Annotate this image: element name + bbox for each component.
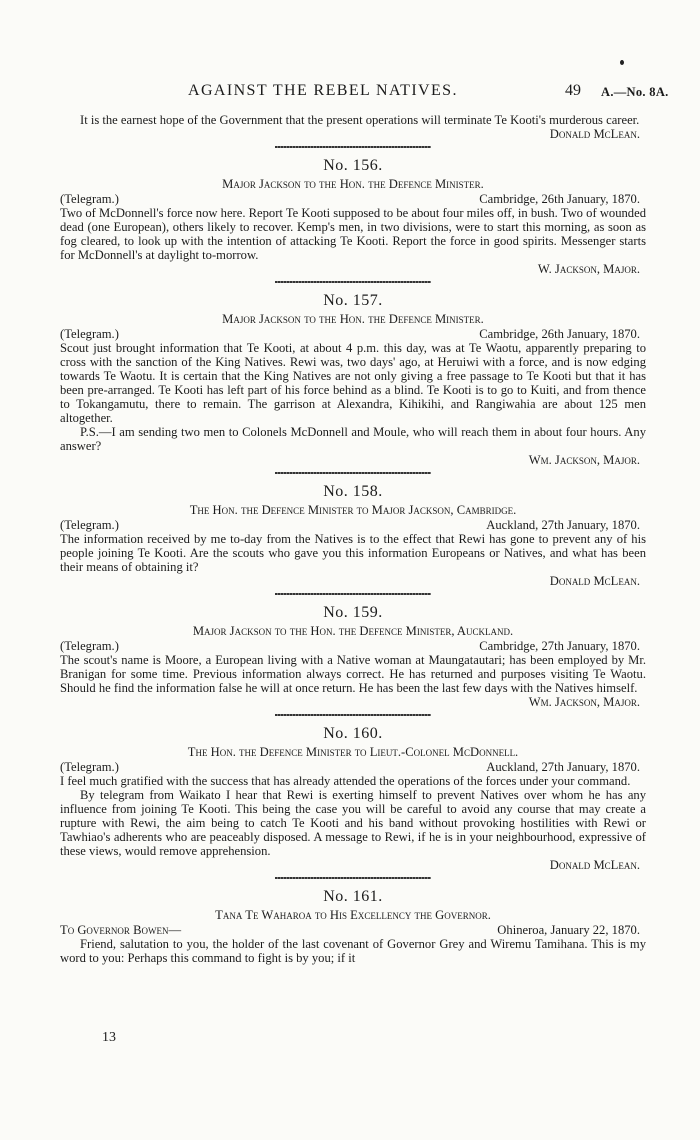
letter-number: No. 157. bbox=[323, 292, 383, 309]
telegram-line bbox=[60, 639, 646, 653]
section-rule bbox=[275, 281, 431, 283]
intro-signature: Donald McLean. bbox=[549, 127, 640, 141]
letter-body: Two of McDonnell's force now here. Report Te Kooti supposed to be about four miles off, in bush. Two of wounded dead (one European), others likely to recover. Kemp's men, in two divisions, were to start this morning, as soon as fog cleared, to look up with the intention of attacking Te Kooti. Report the force in good spirits. Messenger starts for McDonnell's at daylight to-morrow. bbox=[60, 206, 646, 262]
telegram-label: (Telegram.) bbox=[60, 639, 119, 653]
letter-signature: Donald McLean. bbox=[549, 574, 640, 588]
intro-paragraph: It is the earnest hope of the Government that the present operations will terminate Te Kooti's murderous career. bbox=[80, 113, 640, 127]
letter-heading: Tana Te Waharoa to His Excellency the Governor. bbox=[215, 908, 491, 922]
letter-157 bbox=[60, 291, 646, 467]
letter-body: The information received by me to-day from the Natives is to the effect that Rewi has gone to prevent any of his people joining Te Kooti. Are the scouts who gave you this information Europeans or Natives, and what has been their means of obtaining it? bbox=[60, 532, 646, 574]
document-reference: A.—No. 8A. bbox=[601, 85, 669, 99]
letter-number: No. 156. bbox=[323, 157, 383, 174]
running-head bbox=[0, 0, 700, 100]
section-rule bbox=[275, 146, 431, 148]
section-rule bbox=[275, 877, 431, 879]
letter-body: Scout just brought information that Te Kooti, at about 4 p.m. this day, was at Te Waotu, apparently preparing to cross with the sanction of the King Natives. Rewi was, two days' ago, at Heruiwi with a force, and is now edging towards Te Waotu. It is certain that the King Natives are not only giving a free passage to Te Kooti but that it has been pre-arranged. Te Kooti has left part of his force behind as a blind. Te Kooti is to go to Kuiti, and from thence to Tokangamutu, there to remain. The garrison at Alexandra, Kihikihi, and Rangiwahia are about 125 men altogether. bbox=[60, 341, 646, 425]
letter-158 bbox=[60, 482, 646, 588]
signature-folio: 13 bbox=[102, 1030, 116, 1045]
letter-156 bbox=[60, 156, 646, 276]
letter-body: I feel much gratified with the success that has already attended the operations of the forces under your command. bbox=[60, 774, 631, 788]
letter-heading: Major Jackson to the Hon. the Defence Minister. bbox=[222, 312, 484, 326]
telegram-line bbox=[60, 192, 646, 206]
letter-heading: Major Jackson to the Hon. the Defence Minister. bbox=[222, 177, 484, 191]
letter-heading: Major Jackson to the Hon. the Defence Minister, Auckland. bbox=[192, 624, 514, 638]
ink-spot bbox=[620, 60, 624, 65]
place-date: Auckland, 27th January, 1870. bbox=[486, 518, 640, 532]
telegram-line bbox=[60, 327, 646, 341]
place-date: Auckland, 27th January, 1870. bbox=[486, 760, 640, 774]
document-body bbox=[60, 113, 646, 965]
letter-number: No. 160. bbox=[323, 725, 383, 742]
section-rule bbox=[275, 593, 431, 595]
letter-signature: Wm. Jackson, Major. bbox=[528, 695, 640, 709]
telegram-label: (Telegram.) bbox=[60, 327, 119, 341]
letter-heading: The Hon. the Defence Minister to Lieut.-Colonel McDonnell. bbox=[187, 745, 519, 759]
telegram-line bbox=[60, 760, 646, 774]
letter-160 bbox=[60, 724, 646, 872]
letter-body: The scout's name is Moore, a European living with a Native woman at Maungatautari; has been employed by Mr. Branigan for some time. Previous information always correct. He has returned and purposes visiting Te Waotu. Should he find the information false he will at once return. He has been the last few days with the Natives himself. bbox=[60, 653, 646, 695]
salutation-line bbox=[60, 923, 646, 937]
place-date: Cambridge, 26th January, 1870. bbox=[479, 327, 640, 341]
telegram-line bbox=[60, 518, 646, 532]
letter-signature: Donald McLean. bbox=[549, 858, 640, 872]
section-rule bbox=[275, 714, 431, 716]
letter-number: No. 161. bbox=[323, 888, 383, 905]
telegram-label: (Telegram.) bbox=[60, 760, 119, 774]
letter-161 bbox=[60, 887, 646, 965]
place-date: Cambridge, 27th January, 1870. bbox=[479, 639, 640, 653]
page-number: 49 bbox=[565, 82, 581, 99]
letter-159 bbox=[60, 603, 646, 709]
letter-number: No. 158. bbox=[323, 483, 383, 500]
letter-body: Friend, salutation to you, the holder of the last covenant of Governor Grey and Wiremu Tamihana. This is my word to you: Perhaps this command to fight is by you; if it bbox=[60, 937, 646, 965]
letter-body-continued: By telegram from Waikato I hear that Rewi is exerting himself to prevent Natives over whom he has any influence from joining Te Kooti. This being the case you will be careful to avoid any course that may create a rupture with Rewi, the aim being to catch Te Kooti and his band without provoking hostilities with Rewi or Tawhiao's adherents who are peaceably disposed. A message to Rewi, if he is in your neighbourhood, expressive of these views, would remove apprehension. bbox=[60, 788, 646, 858]
place-date: Ohineroa, January 22, 1870. bbox=[497, 923, 640, 937]
telegram-label: (Telegram.) bbox=[60, 518, 119, 532]
section-rule bbox=[275, 472, 431, 474]
letter-signature: Wm. Jackson, Major. bbox=[528, 453, 640, 467]
running-title: AGAINST THE REBEL NATIVES. bbox=[188, 82, 458, 99]
place-date: Cambridge, 26th January, 1870. bbox=[479, 192, 640, 206]
letter-number: No. 159. bbox=[323, 604, 383, 621]
telegram-label: (Telegram.) bbox=[60, 192, 119, 206]
postscript: P.S.—I am sending two men to Colonels McDonnell and Moule, who will reach them in about four hours. Any answer? bbox=[60, 425, 646, 453]
letter-signature: W. Jackson, Major. bbox=[537, 262, 640, 276]
letter-heading: The Hon. the Defence Minister to Major Jackson, Cambridge. bbox=[189, 503, 517, 517]
salutation: To Governor Bowen— bbox=[60, 923, 182, 937]
